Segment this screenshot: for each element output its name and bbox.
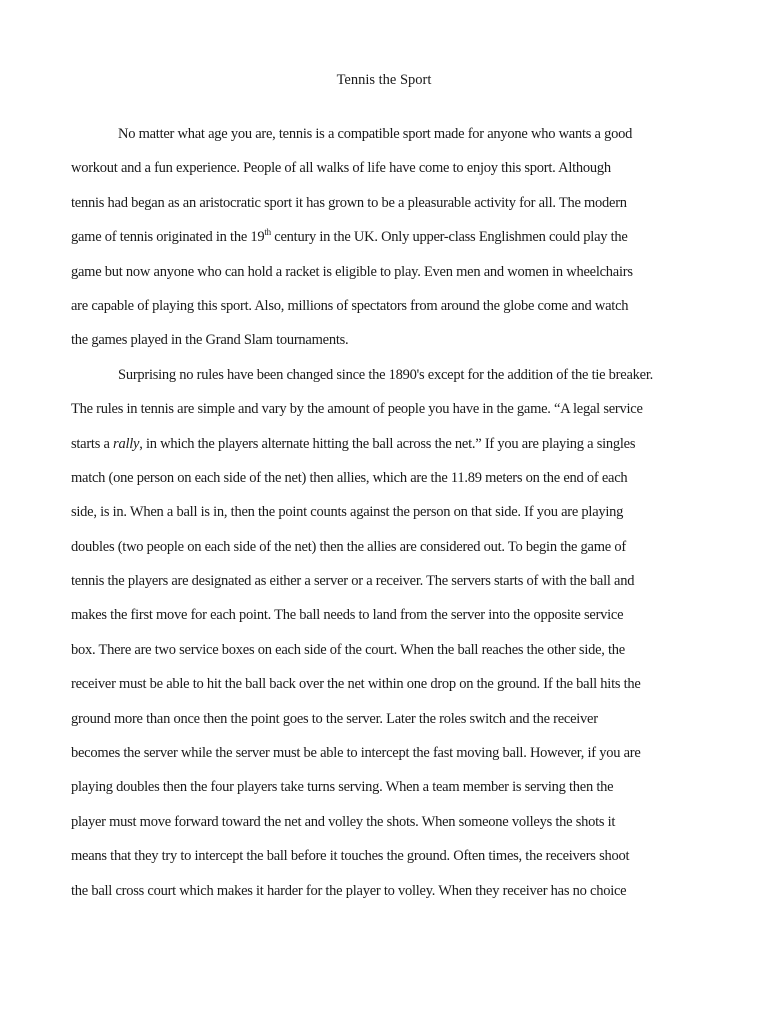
superscript-text: th — [264, 227, 271, 238]
text-line — [71, 434, 697, 468]
text-line: tennis had began as an aristocratic sport it has grown to be a pleasurable activity for all. The modern — [71, 194, 627, 211]
text-line: No matter what age you are, tennis is a compatible sport made for anyone who wants a good — [118, 126, 633, 142]
text-line: doubles (two people on each side of the net) then the allies are considered out. To begin the game of — [71, 538, 626, 555]
line-segment: century in the UK. Only upper-class Englishmen could play the — [270, 229, 628, 246]
text-line: makes the first move for each point. The ball needs to land from the server into the opposite service — [71, 607, 624, 624]
text-line: the ball cross court which makes it harder for the player to volley. When they receiver has no choice — [71, 882, 627, 899]
document-body — [71, 124, 697, 915]
text-line: side, is in. When a ball is in, then the point counts against the person on that side. If you are playing — [71, 504, 624, 521]
text-line: Surprising no rules have been changed since the 1890's except for the addition of the tie breaker. — [118, 366, 653, 383]
line-segment: starts a — [71, 435, 114, 452]
text-line: match (one person on each side of the net) then allies, which are the 11.89 meters on the end of each — [71, 469, 628, 486]
text-line: box. There are two service boxes on each side of the court. When the ball reaches the other side, the — [71, 641, 625, 658]
text-line: ground more than once then the point goes to the server. Later the roles switch and the receiver — [71, 710, 598, 727]
text-line: playing doubles then the four players take turns serving. When a team member is serving then the — [71, 779, 614, 796]
text-line: the games played in the Grand Slam tournaments. — [71, 332, 349, 349]
text-line: workout and a fun experience. People of all walks of life have come to enjoy this sport. Although — [71, 160, 611, 177]
text-line: means that they try to intercept the ball before it touches the ground. Often times, the receivers shoot — [71, 848, 630, 865]
text-line: The rules in tennis are simple and vary by the amount of people you have in the game. “A legal service — [71, 401, 643, 418]
italic-text: rally — [113, 435, 140, 452]
text-line: player must move forward toward the net and volley the shots. When someone volleys the shots it — [71, 813, 616, 830]
text-line: are capable of playing this sport. Also, millions of spectators from around the globe come and watch — [71, 297, 629, 314]
text-line — [71, 227, 697, 261]
text-line: becomes the server while the server must be able to intercept the fast moving ball. However, if you are — [71, 745, 641, 762]
text-line: tennis the players are designated as either a server or a receiver. The servers starts of with the ball and — [71, 573, 635, 590]
line-segment: , in which the players alternate hitting the ball across the net.” If you are playing a singles — [139, 435, 636, 452]
line-segment: game of tennis originated in the 19 — [71, 229, 265, 246]
text-line: game but now anyone who can hold a racket is eligible to play. Even men and women in wheelchairs — [71, 263, 633, 280]
document-title: Tennis the Sport — [336, 72, 432, 88]
text-line: receiver must be able to hit the ball back over the net within one drop on the ground. If the ball hits the — [71, 676, 641, 693]
